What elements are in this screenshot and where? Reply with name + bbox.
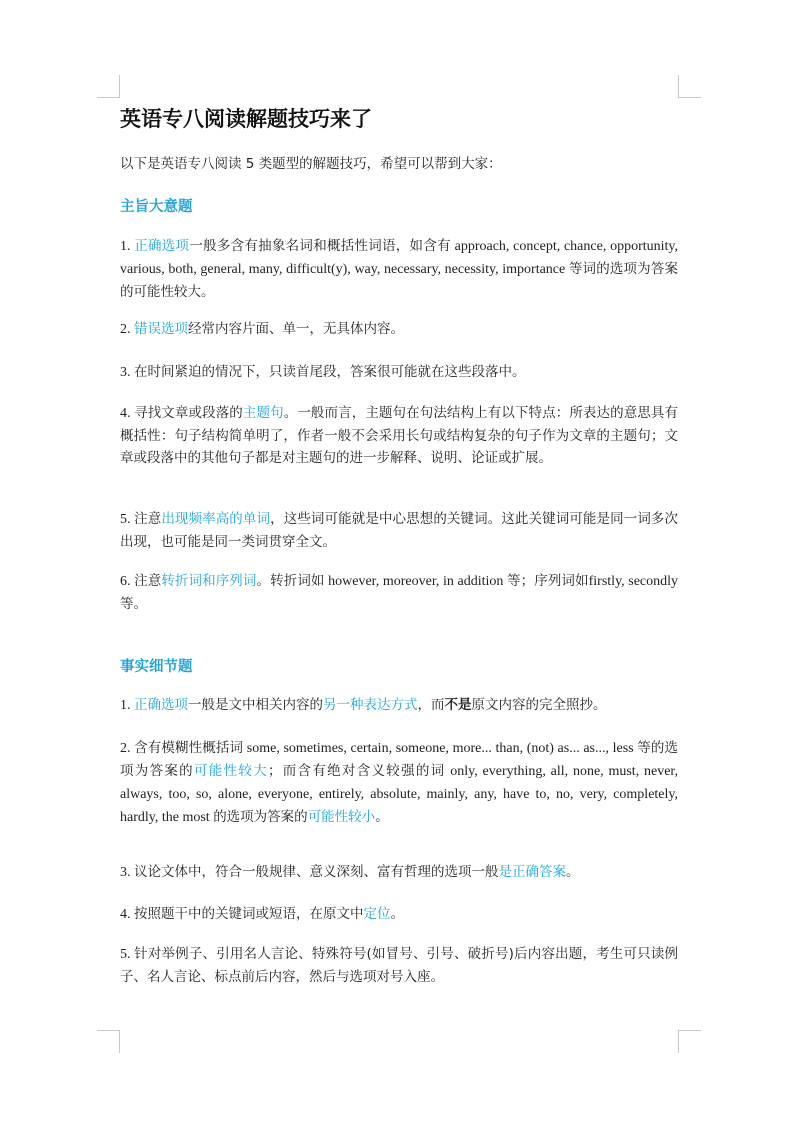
section-heading-fact-detail: 事实细节题 [120, 659, 193, 675]
document-title: 英语专八阅读解题技巧来了 [120, 107, 372, 131]
item-text: 等的选项为答案的 [120, 740, 679, 779]
main-idea-item-2 [120, 318, 678, 341]
item-text: ，而 [417, 697, 445, 713]
fact-detail-item-4 [120, 903, 678, 926]
english-keywords: firstly, secondly [588, 574, 679, 589]
item-text: 一般是文中相关内容的 [188, 697, 323, 713]
item-text: 。转折词如 [256, 573, 325, 589]
fact-detail-item-1 [120, 694, 678, 717]
highlight-text: 错误选项 [134, 321, 188, 337]
item-text: 。一般而言，主题句在句法结构上有以下特点：所表达的意思具有概括性：句子结构简单明了，作者一般不会采用长句或结构复杂的句子作为文章的主题句；文章或段落中的其他句子都是对主题句的进一步解释、说明、论证或扩展。 [120, 405, 679, 466]
highlight-text: 可能性较小 [307, 809, 376, 825]
item-text: 原文内容的完全照抄。 [471, 697, 607, 713]
main-idea-item-1 [120, 235, 678, 303]
item-text: ；而含有绝对含义较强的词 [267, 763, 446, 779]
item-number: 6. [120, 574, 135, 589]
item-text: 按照题干中的关键词或短语，在原文中 [134, 906, 364, 922]
item-text: 。 [390, 906, 404, 922]
english-keywords: some, sometimes, certain, someone, more... than, (not) as... as..., less [243, 741, 638, 756]
item-text: 议论文体中，符合一般规律、意义深刻、富有哲理的选项一般 [134, 864, 499, 880]
highlight-text: 定位 [363, 906, 391, 922]
item-text: ，这些词可能就是中心思想的关键词。这此关键词可能是同一词多次出现，也可能是同一类词贯穿全文。 [120, 511, 679, 550]
item-text: 。 [375, 809, 389, 825]
fact-detail-item-5 [120, 943, 678, 988]
item-number: 3. [120, 365, 134, 380]
item-number: 5. [120, 512, 135, 527]
item-number: 5. [120, 947, 135, 962]
item-text: 等词的选项为答案的可能性较大。 [120, 261, 678, 300]
english-keywords: approach, concept, chance, opportunity, various, both, general, many, difficult(y), way, necessary, necessity, importance [120, 239, 679, 277]
intro-paragraph: 以下是英语专八阅读 5 类题型的解题技巧，希望可以帮到大家： [120, 156, 502, 172]
highlight-text: 主题句 [242, 405, 284, 421]
highlight-text: 正确选项 [134, 238, 190, 254]
main-idea-item-4 [120, 402, 678, 469]
item-text: 寻找文章或段落的 [134, 405, 243, 421]
item-text: 等。 [120, 596, 147, 612]
item-text: 等；序列词如 [507, 573, 589, 589]
highlight-text: 可能性较大 [193, 763, 268, 779]
item-text: 的选项为答案的 [213, 809, 308, 825]
main-idea-item-3 [120, 361, 678, 384]
highlight-text: 是正确答案 [498, 864, 566, 880]
highlight-text: 转折词和序列词 [161, 573, 257, 589]
crop-mark-bottom-right [678, 1030, 701, 1053]
item-number: 2. [120, 741, 135, 756]
item-text: 注意 [134, 511, 162, 527]
main-idea-item-5 [120, 508, 678, 553]
english-keywords: however, moreover, in addition [324, 574, 508, 589]
item-number: 3. [120, 865, 134, 880]
item-number: 1. [120, 698, 134, 713]
fact-detail-item-2 [120, 737, 678, 829]
english-keywords: only, everything, all, none, must, never, always, too, so, alone, everyone, entirely, absolute, mainly, any, have to, no, very, completely, hardly, the most [120, 764, 679, 825]
item-number: 2. [120, 322, 134, 337]
main-idea-item-6 [120, 570, 678, 615]
item-number: 1. [120, 239, 135, 254]
item-text: 经常内容片面、单一，无具体内容。 [188, 321, 404, 337]
highlight-text: 出现频率高的单词 [161, 511, 271, 527]
crop-mark-top-right [678, 75, 701, 98]
item-text: 含有模糊性概括词 [134, 740, 244, 756]
item-text: 在时间紧迫的情况下，只读首尾段，答案很可能就在这些段落中。 [134, 364, 526, 380]
item-text: 。 [566, 864, 580, 880]
item-text: 注意 [134, 573, 162, 589]
item-number: 4. [120, 406, 135, 421]
item-text: 针对举例子、引用名人言论、特殊符号(如冒号、引号、破折号)后内容出题，考生可只读例子、名人言论、标点前后内容，然后与选项对号入座。 [120, 946, 678, 985]
item-number: 4. [120, 907, 134, 922]
section-heading-main-idea: 主旨大意题 [120, 199, 193, 215]
item-text: 一般多含有抽象名词和概括性词语，如含有 [189, 238, 451, 254]
crop-mark-bottom-left [97, 1030, 120, 1053]
fact-detail-item-3 [120, 861, 678, 884]
highlight-text: 正确选项 [134, 697, 188, 713]
bold-text: 不是 [444, 697, 472, 713]
crop-mark-top-left [97, 75, 120, 98]
highlight-text: 另一种表达方式 [323, 697, 418, 713]
